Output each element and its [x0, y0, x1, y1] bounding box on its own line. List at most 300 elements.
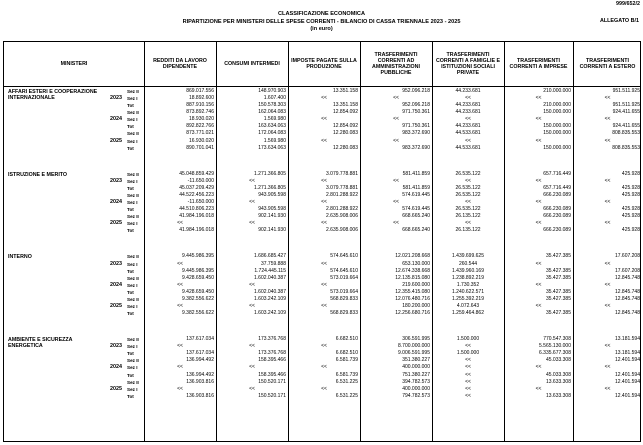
table-cell: << — [249, 364, 255, 371]
table-cell: 13.351.158 — [332, 88, 358, 94]
table-cell: 45.048.859.429 — [179, 170, 214, 177]
table-cell: 400.000.000 — [402, 385, 430, 392]
table-cell: << — [321, 385, 327, 392]
table-cell: 573.019.664 — [330, 274, 358, 281]
table-cell: 951.511.925 — [612, 88, 640, 94]
table-cell: 44.233.681 — [455, 102, 481, 109]
document-heading — [0, 11, 643, 34]
table-cell: 9.428.659.450 — [182, 288, 214, 295]
table-cell: << — [321, 95, 327, 102]
table-cell: 9.445.986.395 — [182, 253, 214, 260]
table-cell: 26.135.122 — [455, 227, 481, 234]
table-cell: << — [465, 220, 471, 227]
row-label: Sez II — [127, 337, 139, 343]
table-cell: 1.238.892.219 — [452, 274, 484, 281]
table-row — [4, 261, 640, 268]
table-cell: 568.829.833 — [330, 295, 358, 302]
table-cell: 210.000.000 — [543, 102, 571, 109]
table-cell: 1.500.000 — [456, 350, 480, 357]
table-cell: 770.547.308 — [543, 336, 571, 343]
year-label: 2023 — [110, 260, 122, 267]
table-cell: 873.892.746 — [186, 109, 214, 116]
row-label: Sez I — [127, 138, 138, 144]
table-cell: << — [604, 116, 611, 123]
table-cell: 158.395.466 — [258, 357, 286, 364]
table-cell: 2.635.908.006 — [326, 213, 358, 220]
table-cell: 17.607.208 — [614, 267, 640, 274]
table-cell: 425.928 — [621, 227, 640, 234]
year-label: 2024 — [110, 116, 122, 123]
table-row — [4, 350, 640, 357]
table-cell: << — [321, 199, 327, 206]
row-label: Tot — [127, 103, 134, 109]
heading-subtitle: RIPARTIZIONE PER MINISTERI DELLE SPESE CORRENTI - BILANCIO DI CASSA TRIENNALE 2023 - 2025 — [182, 18, 461, 25]
table-cell: 136.994.492 — [186, 357, 214, 364]
table-cell: 12.854.092 — [332, 109, 358, 116]
table-cell: 260.544 — [458, 260, 478, 267]
table-cell: << — [393, 220, 399, 227]
table-cell: << — [393, 137, 399, 144]
table-cell: << — [465, 343, 471, 350]
table-cell: 3.079.778.881 — [326, 184, 358, 191]
table-cell: 1.602.040.387 — [254, 274, 286, 281]
row-label: Tot — [127, 372, 134, 378]
table-cell: 9.445.986.395 — [182, 267, 214, 274]
table-cell: 44.522.456.223 — [179, 191, 214, 198]
table-cell: << — [321, 177, 327, 184]
table-cell: 35.427.385 — [545, 310, 571, 317]
table-cell: << — [321, 220, 327, 227]
table-row — [4, 364, 640, 371]
table-cell: 808.835.553 — [612, 130, 640, 137]
table-cell: 12.845.748 — [614, 295, 640, 302]
row-label: Sez I — [127, 386, 138, 392]
table-cell: << — [177, 260, 183, 267]
table-cell: 6.531.225 — [335, 392, 358, 399]
table-cell: 924.411.655 — [612, 109, 640, 116]
row-label: Sez II — [127, 296, 139, 302]
year-label: 2024 — [110, 199, 122, 206]
table-cell: 35.427.385 — [545, 267, 571, 274]
table-cell: 45.037.209.429 — [179, 184, 214, 191]
table-cell: 180.200.000 — [402, 303, 430, 309]
table-cell: << — [177, 364, 183, 371]
table-cell: 12.256.680.716 — [395, 310, 430, 317]
table-cell: 581.411.859 — [402, 170, 430, 177]
table-cell: 26.535.122 — [455, 184, 481, 191]
table-row — [4, 138, 640, 145]
table-cell: << — [321, 260, 327, 267]
table-row — [4, 185, 640, 192]
table-cell: << — [321, 303, 327, 309]
ministry-name: ISTRUZIONE E MERITO — [8, 171, 68, 178]
table-cell: 13.181.594 — [614, 350, 640, 357]
column-header-imposte: IMPOSTE PAGATE SULLA PRODUZIONE — [291, 58, 357, 70]
row-label: Sez II — [127, 89, 139, 94]
table-cell: 1.686.685.427 — [254, 253, 286, 260]
table-cell: << — [535, 220, 542, 227]
row-label: Tot — [127, 145, 134, 151]
table-cell: 574.645.610 — [330, 253, 358, 260]
table-cell: 581.411.859 — [402, 184, 430, 191]
table-cell: << — [465, 364, 471, 371]
table-cell: 573.019.664 — [330, 288, 358, 295]
year-label: 2023 — [110, 343, 122, 350]
row-label: Sez II — [127, 275, 139, 281]
table-cell: 666.230.089 — [543, 191, 571, 198]
table-cell: 887.910.156 — [186, 102, 214, 109]
row-label: Sez I — [127, 117, 138, 123]
table-cell: 574.619.445 — [402, 206, 430, 213]
row-label: Sez I — [127, 261, 138, 267]
year-label: 2025 — [110, 385, 122, 392]
table-cell: 666.230.089 — [543, 213, 571, 220]
table-cell: 44.510.806.223 — [179, 206, 214, 213]
table-cell: << — [535, 177, 542, 184]
table-cell: << — [249, 385, 255, 392]
table-cell: 12.401.594 — [614, 378, 640, 385]
table-cell: 41.984.196.018 — [179, 213, 214, 220]
row-label: Sez II — [127, 131, 139, 137]
row-label: Sez II — [127, 254, 139, 260]
table-row — [4, 220, 640, 227]
table-cell: 971.750.361 — [402, 109, 430, 116]
table-cell: 150.000.000 — [543, 144, 571, 151]
table-cell: 1.255.392.219 — [452, 295, 484, 302]
table-cell: 173.376.768 — [258, 336, 286, 343]
table-cell: 150.520.171 — [258, 392, 286, 399]
row-label: Sez II — [127, 358, 139, 364]
table-cell: 12.845.748 — [614, 310, 640, 317]
row-label: Sez I — [127, 344, 138, 350]
table-cell: << — [604, 260, 611, 267]
table-cell: 9.428.659.450 — [182, 274, 214, 281]
table-cell: 150.000.000 — [543, 123, 571, 130]
year-label: 2025 — [110, 303, 122, 309]
table-cell: 17.607.208 — [614, 253, 640, 260]
table-cell: 574.619.445 — [402, 191, 430, 198]
table-cell: 26.535.122 — [455, 170, 481, 177]
table-row — [4, 289, 640, 296]
table-cell: << — [604, 220, 611, 227]
year-label: 2024 — [110, 364, 122, 371]
year-label: 2023 — [110, 95, 122, 102]
table-row — [4, 178, 640, 185]
table-cell: << — [321, 364, 327, 371]
table-cell: 13.181.594 — [614, 336, 640, 343]
table-cell: 12.076.480.716 — [395, 295, 430, 302]
row-label: Sez I — [127, 200, 138, 206]
table-cell: 425.928 — [621, 184, 640, 191]
table-cell: << — [535, 364, 542, 371]
table-row — [4, 199, 640, 206]
row-label: Tot — [127, 351, 134, 357]
table-cell: 9.382.556.622 — [182, 310, 214, 317]
table-row — [4, 227, 640, 234]
table-cell: 574.645.610 — [330, 267, 358, 274]
table-cell: 1.240.622.571 — [452, 288, 484, 295]
row-label: Tot — [127, 311, 134, 317]
table-cell: 13.633.308 — [545, 378, 571, 385]
table-cell: 150.520.171 — [258, 378, 286, 385]
table-row — [4, 393, 640, 400]
table-cell: << — [321, 116, 327, 123]
table-cell: 150.000.000 — [543, 130, 571, 137]
year-label: 2025 — [110, 137, 122, 144]
table-cell: << — [535, 260, 542, 267]
table-cell: 751.380.227 — [402, 371, 430, 378]
heading-unit: (in euro) — [310, 26, 333, 32]
table-cell: 9.006.591.995 — [398, 350, 430, 357]
table-cell: 400.000.000 — [402, 364, 430, 371]
table-cell: 1.730.352 — [456, 281, 480, 288]
row-label: Tot — [127, 289, 134, 295]
column-header-ministeri: MINISTERI — [60, 61, 88, 67]
table-cell: 148.970.903 — [258, 88, 286, 94]
table-cell: 12.401.594 — [614, 357, 640, 364]
row-label: Sez I — [127, 96, 138, 102]
table-cell: 666.230.089 — [543, 206, 571, 213]
table-cell: -11.650.000 — [187, 177, 214, 184]
table-cell: 1.259.464.862 — [452, 310, 484, 317]
table-cell: 2.801.288.922 — [326, 191, 358, 198]
table-cell: 37.759.888 — [260, 260, 286, 267]
table-row — [4, 357, 640, 364]
table-cell: << — [604, 177, 611, 184]
table-cell: 13.633.308 — [545, 392, 571, 399]
table-cell: << — [535, 281, 542, 288]
ministry-name: AMBIENTE E SICUREZZA ENERGETICA — [8, 337, 73, 350]
table-cell: 902.141.930 — [258, 213, 286, 220]
table-cell: << — [249, 343, 255, 350]
column-header-trasf-amministrazioni: TRASFERIMENTI CORRENTI AD AMMINISTRAZIONI PUBBLICHE — [372, 52, 420, 76]
table-cell: << — [249, 281, 255, 288]
table-row — [4, 336, 640, 343]
table-cell: 902.141.930 — [258, 227, 286, 234]
table-cell: << — [393, 177, 399, 184]
table-cell: << — [321, 137, 327, 144]
table-cell: << — [465, 116, 471, 123]
table-cell: 136.903.816 — [186, 392, 214, 399]
table-cell: 971.750.361 — [402, 123, 430, 130]
table-cell: 952.096.218 — [402, 102, 430, 109]
table-cell: << — [465, 199, 471, 206]
table-cell: << — [177, 281, 183, 288]
table-cell: 6.581.739 — [335, 371, 358, 378]
table-cell: << — [249, 199, 255, 206]
table-row — [4, 372, 640, 379]
row-label: Sez II — [127, 110, 139, 116]
table-row — [4, 171, 640, 178]
table-cell: << — [604, 137, 611, 144]
table-row — [4, 123, 640, 130]
row-label: Sez II — [127, 214, 139, 220]
table-cell: 12.845.748 — [614, 288, 640, 295]
table-cell: 26.535.122 — [455, 191, 481, 198]
table-cell: 668.665.240 — [402, 227, 430, 234]
table-cell: 351.380.227 — [402, 357, 430, 364]
table-cell: 4.072.643 — [456, 303, 480, 309]
table-cell: 5.565.130.000 — [539, 343, 571, 350]
table-cell: 306.591.995 — [402, 336, 430, 343]
table-row — [4, 310, 640, 317]
table-cell: 873.771.021 — [186, 130, 214, 137]
allegato-label: ALLEGATO B/1 — [599, 18, 639, 24]
table-cell: 6.531.225 — [335, 378, 358, 385]
ministry-name: AFFARI ESTERI E COOPERAZIONE INTERNAZIONALE — [8, 89, 98, 101]
table-cell: 657.716.449 — [543, 184, 571, 191]
table-cell: << — [321, 343, 327, 350]
table-cell: 12.021.208.668 — [395, 253, 430, 260]
table-cell: 2.635.908.006 — [326, 227, 358, 234]
table-cell: << — [604, 385, 611, 392]
table-cell: 44.533.681 — [455, 144, 481, 151]
table-cell: 668.665.240 — [402, 213, 430, 220]
table-cell: 568.829.833 — [330, 310, 358, 317]
table-cell: 2.801.288.922 — [326, 206, 358, 213]
table-cell: 35.427.385 — [545, 253, 571, 260]
table-cell: 943.905.598 — [258, 191, 286, 198]
table-row — [4, 95, 640, 102]
document-id: 999/652/2 — [616, 1, 640, 7]
table-cell: 35.427.385 — [545, 295, 571, 302]
table-cell: << — [393, 116, 399, 123]
row-label: Tot — [127, 124, 134, 130]
table-cell: 9.382.556.622 — [182, 295, 214, 302]
table-cell: << — [535, 303, 542, 309]
table-row — [4, 379, 640, 386]
row-label: Tot — [127, 207, 134, 213]
table-cell: 3.079.778.881 — [326, 170, 358, 177]
table-cell: << — [393, 199, 399, 206]
table-cell: << — [604, 364, 611, 371]
table-row — [4, 102, 640, 109]
table-cell: 12.845.748 — [614, 274, 640, 281]
table-cell: 16.930.020 — [188, 137, 214, 144]
year-label: 2023 — [110, 177, 122, 184]
header-divider — [4, 86, 640, 87]
table-row — [4, 303, 640, 310]
budget-table — [3, 41, 641, 442]
table-cell: 1.439.699.625 — [452, 253, 484, 260]
table-row — [4, 275, 640, 282]
table-cell: 869.017.556 — [186, 88, 214, 94]
table-cell: 6.335.677.308 — [539, 350, 571, 357]
table-cell: 666.230.089 — [543, 227, 571, 234]
table-cell: 137.617.034 — [186, 336, 214, 343]
table-cell: 924.411.655 — [612, 123, 640, 130]
table-cell: 1.500.000 — [456, 336, 480, 343]
row-label: Tot — [127, 228, 134, 234]
table-row — [4, 145, 640, 152]
table-cell: 163.634.063 — [258, 123, 286, 130]
table-cell: << — [604, 199, 611, 206]
table-cell: << — [177, 343, 183, 350]
table-cell: 44.533.681 — [455, 130, 481, 137]
table-cell: 983.372.690 — [402, 144, 430, 151]
row-label: Sez II — [127, 192, 139, 198]
table-cell: 394.782.573 — [402, 378, 430, 385]
row-label: Sez II — [127, 379, 139, 385]
table-cell: 150.000.000 — [543, 109, 571, 116]
table-cell: 6.682.510 — [335, 350, 358, 357]
table-cell: 951.511.925 — [612, 102, 640, 109]
table-cell: 425.928 — [621, 213, 640, 220]
table-cell: 890.701.041 — [186, 144, 214, 151]
table-cell: 794.782.573 — [402, 392, 430, 399]
table-cell: << — [177, 303, 183, 309]
year-label: 2024 — [110, 281, 122, 288]
table-row — [4, 109, 640, 116]
table-row — [4, 130, 640, 137]
table-cell: << — [465, 392, 471, 399]
table-cell: << — [604, 343, 611, 350]
table-cell: 1.602.040.387 — [254, 288, 286, 295]
table-cell: 1.569.980 — [263, 116, 286, 123]
table-cell: 1.439.960.169 — [452, 267, 484, 274]
row-label: Sez II — [127, 171, 139, 177]
row-label: Tot — [127, 393, 134, 399]
table-cell: 892.822.766 — [186, 123, 214, 130]
column-header-trasf-imprese: TRASFERIMENTI CORRENTI A IMPRESE — [509, 58, 568, 70]
table-cell: 137.617.034 — [186, 350, 214, 357]
table-cell: 45.033.308 — [545, 371, 571, 378]
table-row — [4, 343, 640, 350]
table-cell: 26.535.122 — [455, 206, 481, 213]
table-cell: 44.233.681 — [455, 109, 481, 116]
table-cell: << — [465, 357, 471, 364]
column-header-redditi: REDDITI DA LAVORO DIPENDENTE — [153, 58, 207, 70]
row-label: Tot — [127, 185, 134, 191]
table-cell: << — [465, 137, 471, 144]
heading-title: CLASSIFICAZIONE ECONOMICA — [277, 11, 365, 17]
table-cell: 12.401.594 — [614, 392, 640, 399]
table-cell: 44.233.681 — [455, 88, 481, 94]
table-row — [4, 253, 640, 260]
table-row — [4, 192, 640, 199]
table-cell: 425.928 — [621, 206, 640, 213]
row-label: Tot — [127, 268, 134, 274]
table-cell: 6.682.510 — [335, 336, 358, 343]
table-cell: << — [535, 137, 542, 144]
table-row — [4, 282, 640, 289]
row-label: Sez I — [127, 282, 138, 288]
table-row — [4, 296, 640, 303]
table-cell: << — [177, 220, 183, 227]
table-cell: 210.000.000 — [543, 88, 571, 94]
table-cell: 1.724.445.115 — [254, 267, 286, 274]
table-cell: << — [321, 281, 327, 288]
ministry-name: INTERNO — [8, 254, 32, 261]
year-label: 2025 — [110, 220, 122, 227]
table-cell: 1.603.242.109 — [254, 310, 286, 317]
table-cell: 12.401.594 — [614, 371, 640, 378]
table-cell: 425.928 — [621, 191, 640, 198]
table-cell: 12.135.815.080 — [395, 274, 430, 281]
table-cell: << — [604, 303, 611, 309]
table-cell: 41.984.196.018 — [179, 227, 214, 234]
table-cell: 18.930.020 — [188, 116, 214, 123]
table-cell: 12.854.092 — [332, 123, 358, 130]
table-cell: 136.994.492 — [186, 371, 214, 378]
table-cell: 1.603.242.109 — [254, 295, 286, 302]
table-cell: 12.280.083 — [332, 130, 358, 137]
table-row — [4, 116, 640, 123]
column-header-trasf-famiglie: TRASFERIMENTI CORRENTI A FAMIGLIE E ISTITUZIONI SOCIALI PRIVATE — [435, 52, 501, 76]
table-row — [4, 206, 640, 213]
table-cell: 44.233.681 — [455, 123, 481, 130]
table-cell: << — [535, 95, 542, 102]
